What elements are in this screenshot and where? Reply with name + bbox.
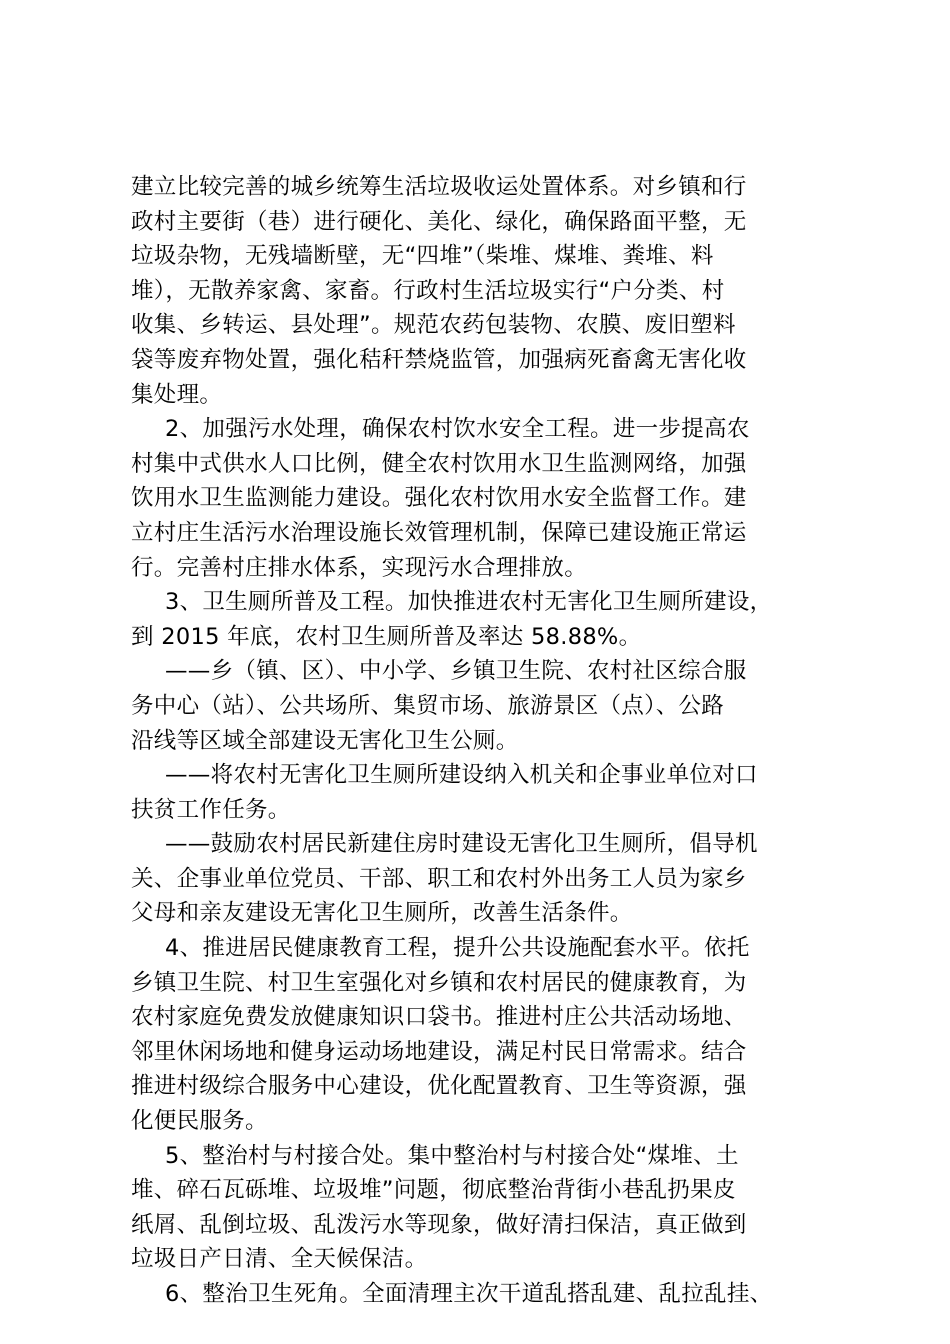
text-line: 化便民服务。 — [131, 1108, 268, 1135]
text-line: 集处理。 — [131, 381, 223, 408]
text-line: 收集、乡转运、县处理”。规范农药包装物、农膜、废旧塑料 — [131, 312, 736, 339]
text-line: 堆），无散养家禽、家畜。行政村生活垃圾实行“户分类、村 — [131, 277, 725, 304]
text-line: 4、推进居民健康教育工程，提升公共设施配套水平。依托 — [165, 935, 750, 962]
text-line: ——鼓励农村居民新建住房时建设无害化卫生厕所，倡导机 — [165, 831, 758, 858]
text-line: ——乡（镇、区）、中小学、乡镇卫生院、农村社区综合服 — [165, 658, 747, 685]
body-text — [131, 170, 831, 1312]
text-line: 垃圾日产日清、全天候保洁。 — [131, 1246, 428, 1273]
text-line: 父母和亲友建设无害化卫生厕所，改善生活条件。 — [131, 900, 633, 927]
text-line: 6、整治卫生死角。全面清理主次干道乱搭乱建、乱拉乱挂、 — [165, 1281, 773, 1307]
text-line: 邻里休闲场地和健身运动场地建设，满足村民日常需求。结合 — [131, 1038, 747, 1065]
text-line: 关、企事业单位党员、干部、职工和农村外出务工人员为家乡 — [131, 865, 747, 892]
text-line: 垃圾杂物，无残墙断壁，无“四堆”（柴堆、煤堆、粪堆、料 — [131, 243, 714, 270]
text-line: 堆、碎石瓦砾堆、垃圾堆”问题，彻底整治背街小巷乱扔果皮 — [131, 1177, 736, 1204]
text-line: ——将农村无害化卫生厕所建设纳入机关和企事业单位对口 — [165, 762, 758, 789]
text-line: 建立比较完善的城乡统筹生活垃圾收运处置体系。对乡镇和行 — [131, 174, 747, 200]
text-line: 村集中式供水人口比例，健全农村饮用水卫生监测网络，加强 — [131, 450, 747, 477]
text-line: 立村庄生活污水治理设施长效管理机制，保障已建设施正常运 — [131, 519, 747, 546]
text-line: 纸屑、乱倒垃圾、乱泼污水等现象，做好清扫保洁，真正做到 — [131, 1211, 747, 1238]
text-line: 乡镇卫生院、村卫生室强化对乡镇和农村居民的健康教育，为 — [131, 969, 747, 996]
text-line: 沿线等区域全部建设无害化卫生公厕。 — [131, 727, 519, 754]
text-line: 行。完善村庄排水体系，实现污水合理排放。 — [131, 554, 588, 581]
text-line: 扶贫工作任务。 — [131, 796, 291, 823]
text-line: 到 2015 年底，农村卫生厕所普及率达 58.88%。 — [131, 623, 642, 650]
text-line: 3、卫生厕所普及工程。加快推进农村无害化卫生厕所建设， — [165, 589, 773, 616]
text-line: 推进村级综合服务中心建设，优化配置教育、卫生等资源，强 — [131, 1073, 747, 1100]
text-line: 务中心（站）、公共场所、集贸市场、旅游景区（点）、公路 — [131, 692, 725, 719]
text-line: 农村家庭免费发放健康知识口袋书。推进村庄公共活动场地、 — [131, 1004, 747, 1031]
text-line: 饮用水卫生监测能力建设。强化农村饮用水安全监督工作。建 — [131, 485, 747, 512]
text-line: 袋等废弃物处置，强化秸秆禁烧监管，加强病死畜禽无害化收 — [131, 346, 747, 373]
text-line: 2、加强污水处理，确保农村饮水安全工程。进一步提高农 — [165, 416, 750, 443]
text-line: 5、整治村与村接合处。集中整治村与村接合处“煤堆、土 — [165, 1142, 739, 1169]
text-line: 政村主要街（巷）进行硬化、美化、绿化，确保路面平整，无 — [131, 208, 747, 235]
